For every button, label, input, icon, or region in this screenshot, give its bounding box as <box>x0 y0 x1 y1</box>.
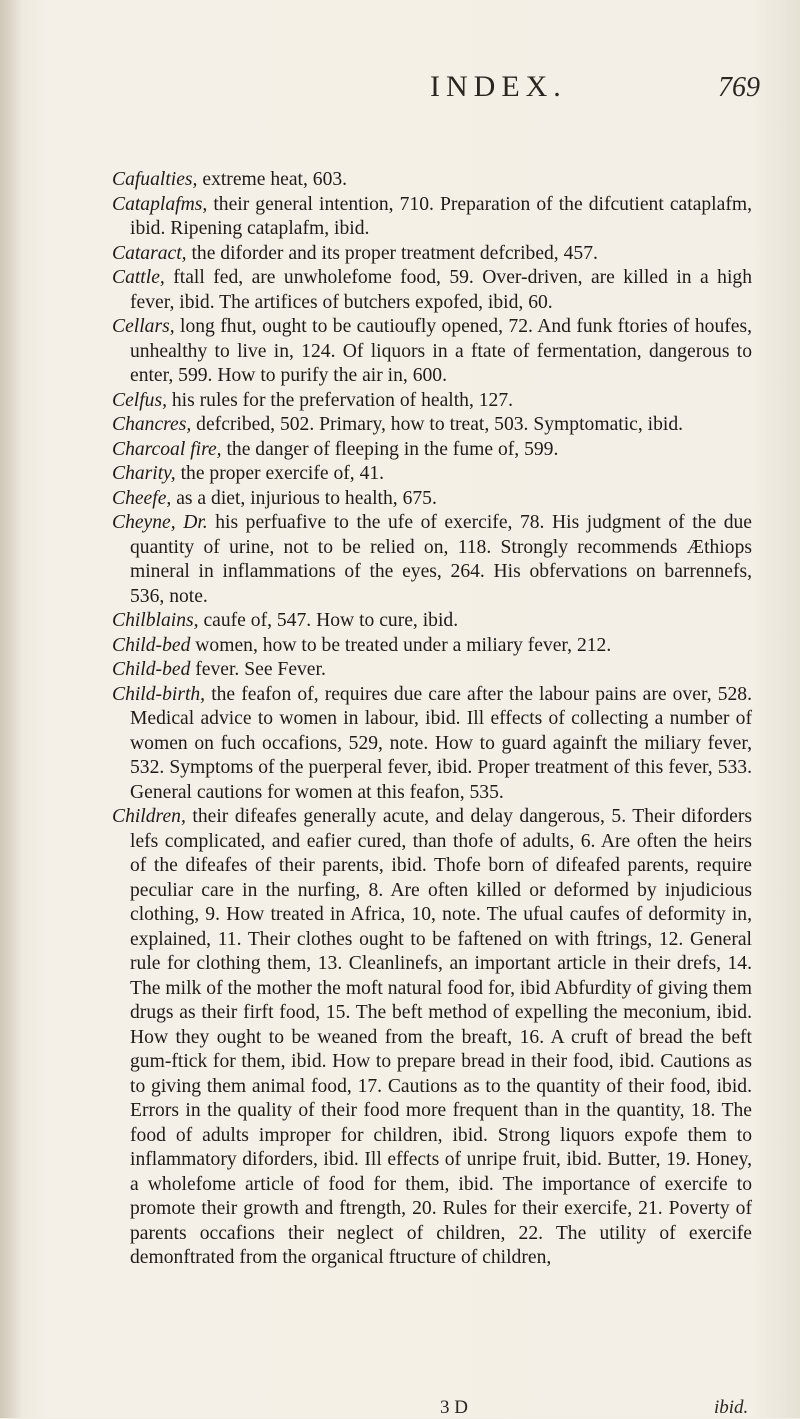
signature-mark: 3 D <box>440 1397 468 1418</box>
index-entry <box>112 683 752 806</box>
entry-term: Cataplafms, <box>112 193 208 215</box>
entry-term: Children, <box>112 806 186 827</box>
index-entry <box>112 193 752 242</box>
entry-text: their general intention, 710. Preparation of the difcutient cataplafm, ibid. Ripening cataplafm, ibid. <box>130 193 752 239</box>
catchword: ibid. <box>714 1397 749 1418</box>
entry-term: Chancres, <box>112 414 192 435</box>
entry-term: Cattle, <box>112 267 165 288</box>
entry-term: Cataract, <box>112 242 187 264</box>
index-entry <box>112 315 752 389</box>
index-entry <box>112 487 752 512</box>
entry-term: Celfus, <box>112 389 167 411</box>
entry-term: Chilblains, <box>112 610 199 631</box>
index-entry <box>112 609 752 634</box>
running-head: INDEX. <box>430 70 567 103</box>
entry-text: fever. See Fever. <box>190 659 326 680</box>
index-entry <box>112 634 752 659</box>
entry-text: his perfuafive to the ufe of exercife, 78. His judgment of the due quantity of urine, not to be relied on, 118. Strongly recommends Æthiops mineral in inflammations of the eyes, 264. His obfervations on barrennefs, 536, note. <box>130 512 752 607</box>
index-entry <box>112 438 752 463</box>
entry-term: Child-bed <box>112 659 191 680</box>
entry-text: their difeafes generally acute, and delay dangerous, 5. Their diforders lefs complicated, and eafier cured, than thofe of adults, 6. Are often the heirs of the difeafes of their parents, ibid. Thofe born of difeafed parents, require peculiar care in the nurfing, 8. Are often killed or deformed by injudicious clothing, 9. How treated in Africa, 10, note. The ufual caufes of deformity in, explained, 11. Their clothes ought to be faftened on with ftrings, 12. General rule for clothing them, 13. Cleanlinefs, an important article in their drefs, 14. The milk of the mother the moft natural food for, ibid Abfurdity of giving them drugs as their firft food, 15. The beft method of expelling the meconium, ibid. How they ought to be weaned from the breaft, 16. A cruft of bread the beft gum-ftick for them, ibid. How to prepare bread in their food, ibid. Cautions as to giving them animal food, 17. Cautions as to the quantity of their food, ibid. Errors in the quality of their food more frequent than in the quantity, 18. The food of adults improper for children, ibid. Strong liquors expofe them to inflammatory diforders, ibid. Ill effects of unripe fruit, ibid. Butter, 19. Honey, a wholefome article of food for them, ibid. The importance of exercife to promote their growth and ftrength, 20. Rules for their exercife, 21. Poverty of parents occafions their neglect of children, 22. The utility of exercife demonftrated from the organical ftructure of children, <box>130 806 752 1268</box>
entry-text: defcribed, 502. Primary, how to treat, 503. Symptomatic, ibid. <box>191 414 684 435</box>
entry-text: ftall fed, are unwholefome food, 59. Over-driven, are killed in a high fever, ibid. The artifices of butchers expofed, ibid, 60. <box>130 267 752 313</box>
entry-term: Child-birth, <box>112 683 206 705</box>
entry-term: Charity, <box>112 463 176 484</box>
index-entry <box>112 242 752 267</box>
entry-term: Charcoal fire, <box>112 438 222 460</box>
page-number: 769 <box>718 72 760 103</box>
entry-text: the danger of fleeping in the fume of, 599. <box>221 438 559 460</box>
entry-text: his rules for the prefervation of health, 127. <box>166 389 514 411</box>
entry-text: the feafon of, requires due care after the labour pains are over, 528. Medical advice to women in labour, ibid. Ill effects of collecting a number of women on fuch occafions, 529, note. How to guard againft the miliary fever, 532. Symptoms of the puerperal fever, ibid. Proper treatment of this fever, 533. General cautions for women at this feafon, 535. <box>130 683 752 803</box>
gutter-shadow <box>0 0 22 1418</box>
index-entry <box>112 266 752 315</box>
entry-term: Cellars, <box>112 316 175 337</box>
entry-text: the proper exercife of, 41. <box>175 463 385 484</box>
entry-text: the diforder and its proper treatment defcribed, 457. <box>186 242 598 264</box>
entry-term: Cheefe, <box>112 487 172 509</box>
entry-term: Cheyne, Dr. <box>112 512 208 533</box>
entry-text: women, how to be treated under a miliary fever, 212. <box>190 634 612 656</box>
index-entry <box>112 805 752 1271</box>
entry-text: extreme heat, 603. <box>197 169 348 190</box>
index-entry <box>112 389 752 414</box>
entry-term: Cafualties, <box>112 169 198 190</box>
entry-text: long fhut, ought to be cautioufly opened, 72. And funk ftories of houfes, unhealthy to live in, 124. Of liquors in a ftate of fermentation, dangerous to enter, 599. How to purify the air in, 600. <box>130 316 752 386</box>
index-entry <box>112 413 752 438</box>
index-entry <box>112 168 752 193</box>
index-entry <box>112 658 752 683</box>
index-entry <box>112 511 752 609</box>
entry-term: Child-bed <box>112 634 191 656</box>
entry-text: caufe of, 547. How to cure, ibid. <box>198 610 459 631</box>
entry-text: as a diet, injurious to health, 675. <box>171 487 437 509</box>
index-entry <box>112 462 752 487</box>
index-entries <box>112 168 752 1271</box>
